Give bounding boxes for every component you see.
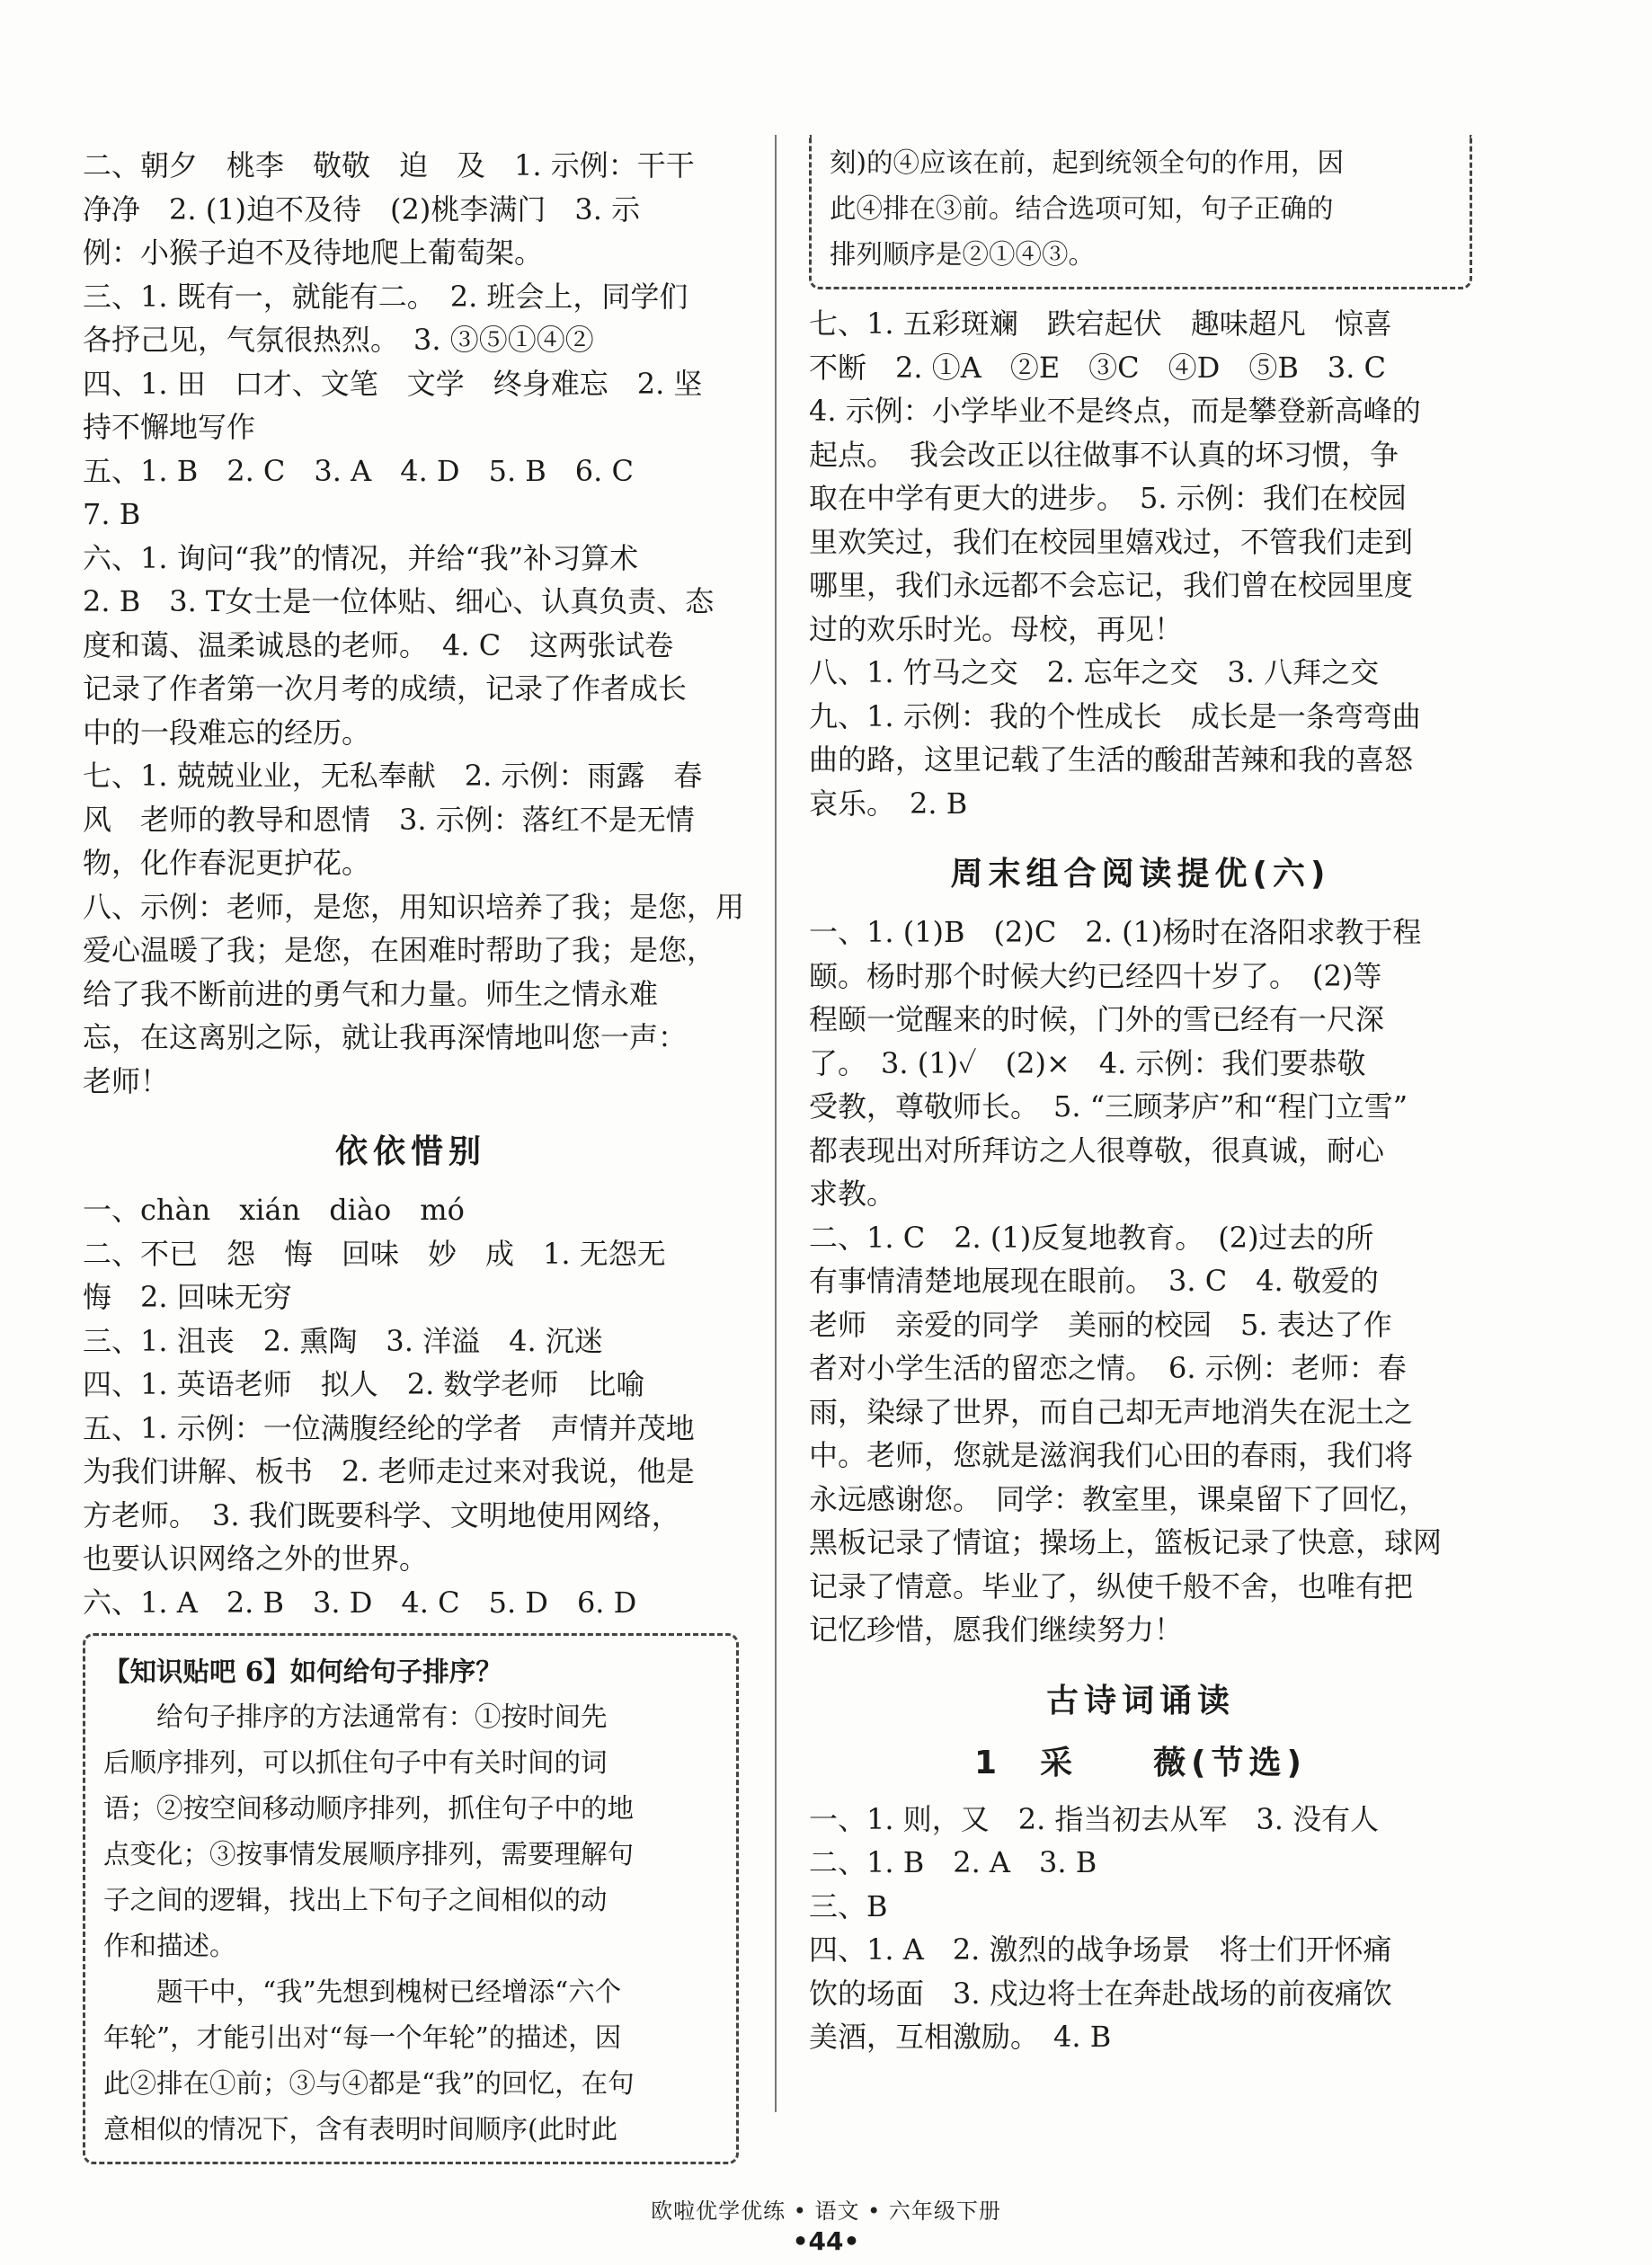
knowledge-tip-box	[83, 1633, 739, 2164]
text-line: 五、1. 示例：一位满腹经纶的学者 声情并茂地	[83, 1410, 695, 1445]
book-title: 欧啦优学优练 • 语文 • 六年级下册	[651, 2198, 1001, 2224]
text-line: 语；②按空间移动顺序排列，抓住句子中的地	[103, 1793, 635, 1824]
text-line: 意相似的情况下，含有表明时间顺序(此时此	[103, 2114, 618, 2145]
text-line: 此④排在③前。结合选项可知，句子正确的	[830, 193, 1334, 224]
text-line: 子之间的逻辑，找出上下句子之间相似的动	[103, 1885, 608, 1915]
section-heading-ancient-poems: 古诗词诵读	[1045, 1682, 1235, 1719]
text-line: 题干中，“我”先想到槐树已经增添“六个	[103, 1976, 622, 2007]
text-line: 爱心温暖了我；是您，在困难时帮助了我；是您，	[83, 933, 716, 967]
text-line: 中。老师，您就是滋润我们心田的春雨，我们将	[809, 1438, 1414, 1472]
text-line: 黑板记录了情谊；操场上，篮板记录了快意，球网	[809, 1525, 1443, 1559]
text-line: 永远感谢您。 同学：教室里，课桌留下了回忆，	[809, 1481, 1428, 1516]
text-line: 度和蔼、温柔诚恳的老师。 4. C 这两张试卷	[83, 627, 674, 662]
text-line: 悔 2. 回味无穷	[83, 1280, 292, 1314]
text-line: 老师 亲爱的同学 美丽的校园 5. 表达了作	[809, 1307, 1392, 1342]
text-line: 此②排在①前；③与④都是“我”的回忆，在句	[103, 2068, 635, 2099]
section-heading-yiyi-xibie: 依依惜别	[334, 1133, 486, 1170]
text-line: 二、1. B 2. A 3. B	[809, 1845, 1097, 1879]
text-line: 求教。	[809, 1177, 896, 1211]
knowledge-tip-continued	[809, 135, 1472, 289]
text-line: 过的欢乐时光。母校，再见！	[809, 611, 1184, 646]
tip-continued-body	[830, 140, 1452, 278]
text-line: 风 老师的教导和恩情 3. 示例：落红不是无情	[83, 802, 695, 837]
text-line: 六、1. A 2. B 3. D 4. C 5. D 6. D	[83, 1585, 637, 1620]
text-line: 一、1. 则，又 2. 指当初去从军 3. 没有人	[809, 1801, 1380, 1836]
page-number: •44•	[792, 2226, 860, 2256]
text-line: 不断 2. ①A ②E ③C ④D ⑤B 3. C	[809, 350, 1387, 385]
text-line: 2. B 3. T女士是一位体贴、细心、认真负责、态	[83, 584, 715, 618]
text-line: 作和描述。	[103, 1931, 236, 1961]
text-line: 记忆珍惜，愿我们继续努力！	[809, 1612, 1184, 1647]
page-footer	[0, 2193, 1652, 2256]
text-line: 四、1. A 2. 激烈的战争场景 将士们开怀痛	[809, 1932, 1392, 1967]
text-line: 都表现出对所拜访之人很尊敬，很真诚，耐心	[809, 1132, 1385, 1168]
text-line: 一、chàn xián diào mó	[83, 1193, 465, 1227]
text-line: 七、1. 五彩斑斓 跌宕起伏 趣味超凡 惊喜	[809, 306, 1392, 341]
text-line: 哪里，我们永远都不会忘记，我们曾在校园里度	[809, 568, 1414, 602]
text-line: 二、不已 怨 悔 回味 妙 成 1. 无怨无	[83, 1236, 666, 1271]
text-line: 受教，尊敬师长。 5. “三顾茅庐”和“程门立雪”	[809, 1089, 1408, 1124]
text-line: 六、1. 询问“我”的情况，并给“我”补习算术	[83, 540, 639, 575]
text-line: 八、示例：老师，是您，用知识培养了我；是您，用	[83, 889, 745, 924]
answers-block-3	[809, 302, 1472, 825]
column-divider	[775, 135, 777, 2112]
text-line: 一、1. (1)B (2)C 2. (1)杨时在洛阳求教于程	[809, 915, 1422, 949]
text-line: 五、1. B 2. C 3. A 4. D 5. B 6. C	[83, 453, 634, 488]
answers-block-2	[83, 1188, 739, 1624]
text-line: 四、1. 田 口才、文笔 文学 终身难忘 2. 坚	[83, 366, 703, 401]
text-line: 二、朝夕 桃李 敬敬 迫 及 1. 示例：干干	[83, 148, 695, 182]
text-line: 为我们讲解、板书 2. 老师走过来对我说，他是	[83, 1454, 695, 1488]
text-line: 老师！	[83, 1063, 170, 1098]
answers-block-1	[83, 144, 745, 1103]
text-line: 七、1. 兢兢业业，无私奉献 2. 示例：雨露 春	[83, 759, 703, 793]
text-line: 四、1. 英语老师 拟人 2. 数学老师 比喻	[83, 1367, 645, 1401]
text-line: 记录了情意。毕业了，纵使千般不舍，也唯有把	[809, 1568, 1414, 1603]
text-line: 刻)的④应该在前，起到统领全句的作用，因	[830, 147, 1345, 178]
text-line: 三、B	[809, 1888, 888, 1923]
text-line: 起点。 我会改正以往做事不认真的坏习惯，争	[809, 437, 1399, 472]
text-line: 八、1. 竹马之交 2. 忘年之交 3. 八拜之交	[809, 655, 1380, 689]
text-line: 也要认识网络之外的世界。	[83, 1541, 429, 1576]
text-line: 4. 示例：小学毕业不是终点，而是攀登新高峰的	[809, 394, 1421, 428]
text-line: 方老师。 3. 我们既要科学、文明地使用网络，	[83, 1497, 680, 1532]
text-line: 净净 2. (1)迫不及待 (2)桃李满门 3. 示	[83, 191, 641, 226]
text-line: 给了我不断前进的勇气和力量。师生之情永难	[83, 976, 659, 1011]
text-line: 三、1. 既有一，就能有二。 2. 班会上，同学们	[83, 279, 688, 314]
text-line: 者对小学生活的留恋之情。 6. 示例：老师：春	[809, 1351, 1407, 1385]
answers-block-4	[809, 910, 1472, 1652]
text-line: 曲的路，这里记载了生活的酸甜苦辣和我的喜怒	[809, 742, 1414, 777]
answers-block-5	[809, 1798, 1472, 2059]
left-column	[83, 144, 745, 2164]
text-line: 记录了作者第一次月考的成绩，记录了作者成长	[83, 671, 688, 706]
text-line: 中的一段难忘的经历。	[83, 715, 371, 750]
text-line: 取在中学有更大的进步。 5. 示例：我们在校园	[809, 481, 1407, 515]
text-line: 了。 3. (1)✓ (2)× 4. 示例：我们要恭敬	[809, 1045, 1366, 1080]
text-line: 后顺序排列，可以抓住句子中有关时间的词	[103, 1747, 608, 1778]
text-line: 给句子排序的方法通常有：①按时间先	[103, 1701, 608, 1732]
text-line: 九、1. 示例：我的个性成长 成长是一条弯弯曲	[809, 698, 1421, 733]
text-line: 美酒，互相激励。 4. B	[809, 2020, 1112, 2054]
text-line: 点变化；③按事情发展顺序排列，需要理解句	[103, 1839, 635, 1870]
text-line: 三、1. 沮丧 2. 熏陶 3. 洋溢 4. 沉迷	[83, 1323, 603, 1358]
text-line: 7. B	[83, 497, 141, 531]
section-heading-weekend-reading: 周末组合阅读提优(六)	[950, 856, 1331, 893]
text-line: 物，化作春泥更护花。	[83, 846, 371, 880]
tip-title: 【知识贴吧 6】如何给句子排序？	[103, 1656, 502, 1687]
text-line: 例：小猴子迫不及待地爬上葡萄架。	[83, 235, 544, 270]
text-line: 程颐一觉醒来的时候，门外的雪已经有一尺深	[809, 1002, 1385, 1036]
text-line: 年轮”，才能引出对“每一个年轮”的描述，因	[103, 2022, 622, 2053]
tip-body	[103, 1694, 718, 2153]
text-line: 里欢笑过，我们在校园里嬉戏过，不管我们走到	[809, 524, 1414, 559]
section-heading-caiwei: 1 采 薇(节选)	[974, 1744, 1307, 1781]
right-column	[809, 135, 1472, 2059]
text-line: 忘，在这离别之际，就让我再深情地叫您一声：	[83, 1020, 688, 1054]
text-line: 持不懈地写作	[83, 410, 256, 444]
text-line: 哀乐。 2. B	[809, 786, 968, 821]
text-line: 雨，染绿了世界，而自己却无声地消失在泥土之	[809, 1394, 1414, 1429]
text-line: 各抒己见，气氛很热烈。 3. ③⑤①④②	[83, 323, 594, 357]
text-line: 排列顺序是②①④③。	[830, 239, 1096, 270]
text-line: 颐。杨时那个时候大约已经四十岁了。 (2)等	[809, 958, 1382, 993]
text-line: 有事情清楚地展现在眼前。 3. C 4. 敬爱的	[809, 1264, 1379, 1298]
text-line: 二、1. C 2. (1)反复地教育。 (2)过去的所	[809, 1220, 1374, 1255]
text-line: 饮的场面 3. 戍边将士在奔赴战场的前夜痛饮	[809, 1976, 1392, 2011]
